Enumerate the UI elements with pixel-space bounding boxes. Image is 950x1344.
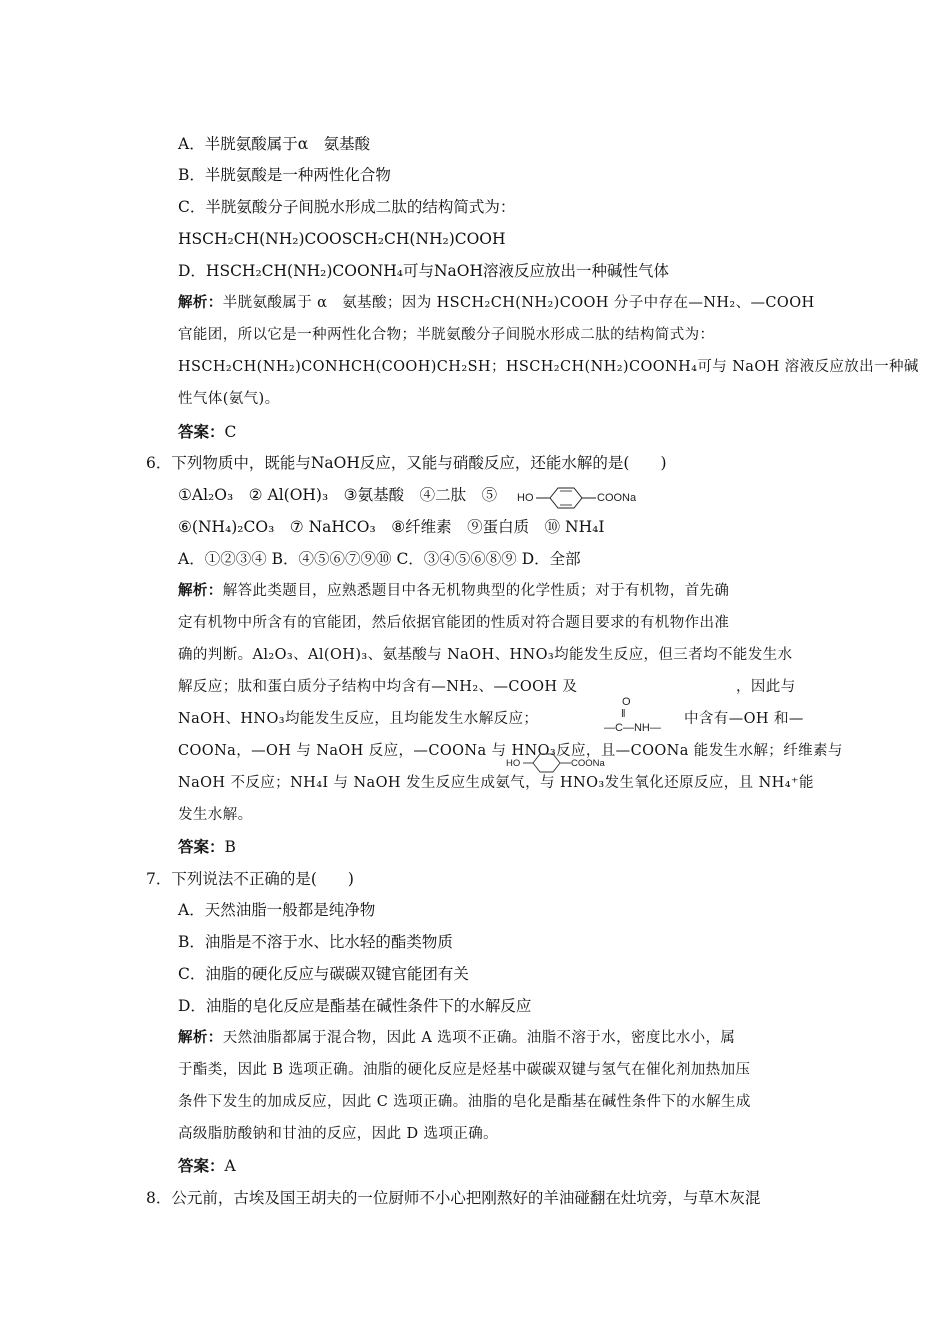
- q7-answer-value: A: [224, 1157, 236, 1175]
- q7-answer-label: 答案：: [178, 1156, 225, 1175]
- q7-option-b: B．油脂是不溶于水、比水轻的酯类物质: [178, 933, 453, 951]
- q7-stem: 7．下列说法不正确的是( ): [146, 870, 354, 888]
- q7-option-c: C．油脂的硬化反应与碳碳双键官能团有关: [178, 965, 469, 983]
- q6-stem: 6．下列物质中，既能与NaOH反应，又能与硝酸反应，还能水解的是( ): [146, 454, 667, 472]
- q7-option-a: A．天然油脂一般都是纯净物: [178, 901, 376, 919]
- structure-small-coona-label: COONa: [571, 758, 605, 769]
- peptide-double-bond: ‖: [621, 708, 626, 720]
- q5-explanation-label: 解析：: [178, 294, 223, 311]
- benzene-ring-icon: [514, 482, 664, 512]
- sodium-p-hydroxybenzoate-structure: [514, 482, 664, 512]
- peptide-bond-structure: [604, 696, 684, 742]
- q6-choices-row-2: ⑥(NH₄)₂CO₃ ⑦ NaHCO₃ ⑧纤维素 ⑨蛋白质 ⑩ NH₄I: [178, 518, 605, 536]
- q6-explanation-line-2: 定有机物中所含有的官能团，然后依据官能团的性质对符合题目要求的有机物作出准: [178, 615, 730, 631]
- q5-explanation-line-1: 解析：半胱氨酸属于 α 氨基酸；因为 HSCH₂CH(NH₂)COOH 分子中存在—NH₂、—COOH: [178, 294, 815, 311]
- q6-choices-row-1: ①Al₂O₃ ② Al(OH)₃ ③氨基酸 ④二肽 ⑤: [178, 486, 498, 504]
- q6-explanation-line-7: NaOH 不反应；NH₄I 与 NaOH 发生反应生成氨气，与 HNO₃发生氧化还原反应，且 NH₄⁺能: [178, 775, 814, 791]
- q5-answer-label: 答案：: [178, 422, 225, 441]
- q5-explanation-line-3: HSCH₂CH(NH₂)CONHCH(COOH)CH₂SH；HSCH₂CH(NH₂)COONH₄可与 NaOH 溶液反应放出一种碱: [178, 359, 919, 375]
- q8-stem: 8．公元前，古埃及国王胡夫的一位厨师不小心把刚熬好的羊油碰翻在灶坑旁，与草木灰混: [146, 1189, 761, 1207]
- peptide-oxygen: O: [622, 696, 631, 708]
- q5-explanation-line-4: 性气体(氨气)。: [178, 391, 280, 407]
- peptide-chain: —C—NH—: [604, 722, 661, 734]
- structure-small-ho-label: HO: [506, 758, 521, 769]
- q6-answer-label: 答案：: [178, 837, 225, 856]
- q5-option-c-formula: HSCH₂CH(NH₂)COOSCH₂CH(NH₂)COOH: [178, 230, 506, 248]
- q6-explanation-line-4-tail: ，因此与: [736, 679, 796, 695]
- q5-option-b: B．半胱氨酸是一种两性化合物: [178, 166, 391, 184]
- structure-ho-label: HO: [517, 492, 534, 504]
- q5-answer: [178, 421, 236, 443]
- q6-answer: [178, 836, 236, 858]
- q6-explanation-line-6: COONa，—OH 与 NaOH 反应，—COONa 与 HNO₃反应，且—COONa 能发生水解；纤维素与: [178, 743, 843, 759]
- q7-answer: [178, 1155, 236, 1177]
- q7-explanation-line-3: 条件下发生的加成反应，因此 C 选项正确。油脂的皂化是酯基在碱性条件下的水解生成: [178, 1094, 751, 1110]
- q6-options: A．①②③④ B．④⑤⑥⑦⑨⑩ C．③④⑤⑥⑧⑨ D．全部: [178, 550, 581, 568]
- q5-answer-value: C: [224, 423, 237, 441]
- sodium-p-hydroxybenzoate-structure-small: [506, 748, 622, 774]
- q6-explanation-line-3: 确的判断。Al₂O₃、Al(OH)₃、氨基酸与 NaOH、HNO₃均能发生反应，但三者均不能发生水: [178, 647, 793, 663]
- q5-explanation-line-2: 官能团，所以它是一种两性化合物；半胱氨酸分子间脱水形成二肽的结构简式为：: [178, 327, 715, 343]
- q6-explanation-line-8: 发生水解。: [178, 807, 253, 823]
- q7-explanation-line-1: 解析：天然油脂都属于混合物，因此 A 选项不正确。油脂不溶于水，密度比水小，属: [178, 1029, 736, 1046]
- q6-explanation-line-5-tail: 中含有—OH 和—: [684, 711, 804, 727]
- q7-explanation-label: 解析：: [178, 1029, 223, 1046]
- q5-option-d: D．HSCH₂CH(NH₂)COONH₄可与NaOH溶液反应放出一种碱性气体: [178, 262, 670, 280]
- q7-explanation-line-2: 于酯类，因此 B 选项正确。油脂的硬化反应是烃基中碳碳双键与氢气在催化剂加热加压: [178, 1062, 751, 1078]
- q7-explanation-line-4: 高级脂肪酸钠和甘油的反应，因此 D 选项正确。: [178, 1126, 499, 1142]
- q6-explanation-line-4: 解反应；肽和蛋白质分子结构中均含有—NH₂、—COOH 及: [178, 679, 578, 695]
- q5-option-a: A．半胱氨酸属于α 氨基酸: [178, 135, 371, 153]
- q6-answer-value: B: [224, 838, 236, 856]
- q5-option-c: C．半胱氨酸分子间脱水形成二肽的结构简式为：: [178, 198, 516, 216]
- q7-option-d: D．油脂的皂化反应是酯基在碱性条件下的水解反应: [178, 997, 532, 1015]
- structure-coona-label: COONa: [597, 492, 637, 504]
- q6-explanation-label: 解析：: [178, 582, 223, 599]
- q6-explanation-line-1: 解析：解答此类题目，应熟悉题目中各无机物典型的化学性质；对于有机物，首先确: [178, 582, 730, 599]
- q6-explanation-line-5: NaOH、HNO₃均能发生反应，且均能发生水解反应；: [178, 711, 539, 727]
